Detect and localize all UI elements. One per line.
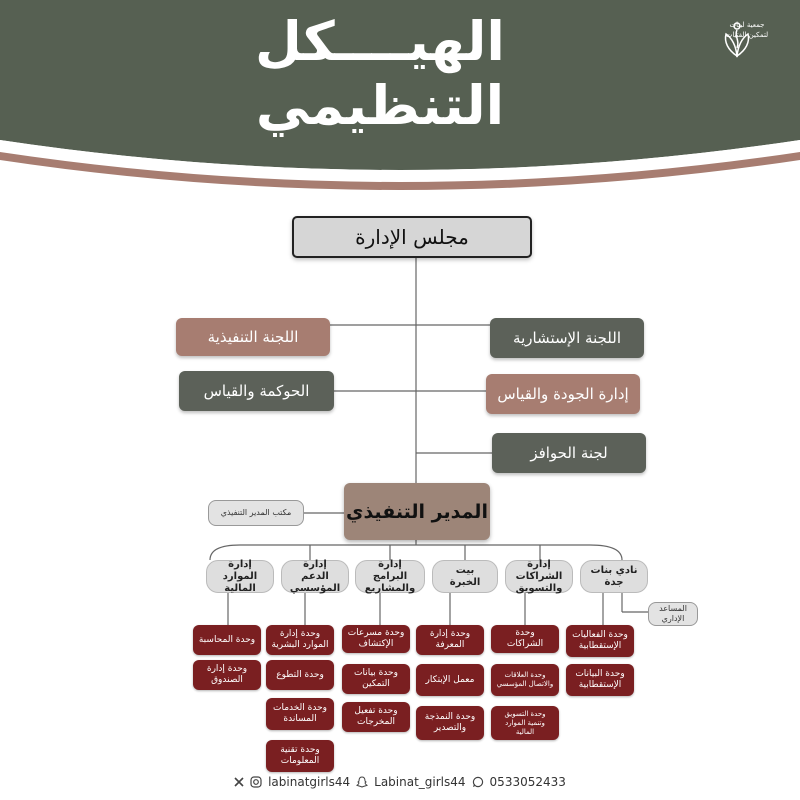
governance-box xyxy=(179,371,334,411)
admin-assistant-label: المساعد الإداري xyxy=(659,604,687,623)
unit-label: وحدة إدارة الصندوق xyxy=(206,664,248,685)
social-footer xyxy=(0,770,800,794)
page-title-line2: التنظيمي xyxy=(255,74,505,137)
dept-partnerships-marketing xyxy=(505,560,573,593)
dept-jeddah-girls-club xyxy=(580,560,648,593)
advisory-committee-box xyxy=(490,318,644,358)
unit-label: وحدة التطوع xyxy=(276,669,324,680)
unit-box xyxy=(193,625,261,655)
unit-label: وحدة البيانات الإستقطابية xyxy=(575,669,625,690)
snapchat-handle[interactable]: Labinat_girls44 xyxy=(374,775,466,789)
unit-label: وحدة الشراكات xyxy=(506,628,544,649)
dept-label: إدارة الدعم المؤسسي xyxy=(289,558,341,594)
unit-box xyxy=(566,625,634,657)
incentives-committee-box xyxy=(492,433,646,473)
unit-box xyxy=(416,706,484,740)
dept-financial-resources xyxy=(206,560,274,593)
dept-label: نادي بنات جدة xyxy=(590,564,638,588)
unit-label: وحدة تقنية المعلومات xyxy=(280,745,320,766)
advisory-committee-label: اللجنة الإستشارية xyxy=(513,329,621,347)
unit-label: وحدة العلاقات والاتصال المؤسسي xyxy=(496,671,554,688)
unit-label: وحدة التسويق وتنمية الموارد المالية xyxy=(504,709,546,736)
dept-label: إدارة البرامج والمشاريع xyxy=(364,558,416,594)
unit-label: معمل الإبتكار xyxy=(425,674,475,685)
dept-programs-projects xyxy=(355,560,425,593)
unit-label: وحدة إدارة الموارد البشرية xyxy=(271,629,329,650)
unit-box xyxy=(566,664,634,696)
unit-label: وحدة تفعيل المخرجات xyxy=(354,706,398,727)
unit-label: وحدة النمذجة والتصدير xyxy=(424,712,476,733)
unit-box xyxy=(416,664,484,696)
unit-box xyxy=(416,625,484,655)
unit-box xyxy=(491,706,559,740)
unit-label: وحدة بيانات التمكين xyxy=(354,668,398,689)
board-label: مجلس الإدارة xyxy=(355,225,469,249)
incentives-committee-label: لجنة الحوافز xyxy=(530,444,608,462)
x-icon xyxy=(234,777,244,787)
dept-house-of-expertise xyxy=(432,560,498,593)
phone-number[interactable]: 0533052433 xyxy=(489,775,566,789)
executive-director-box xyxy=(344,483,490,540)
instagram-icon xyxy=(250,776,262,788)
unit-box xyxy=(266,660,334,690)
unit-box xyxy=(266,740,334,772)
unit-box xyxy=(342,664,410,694)
executive-director-label: المدير التنفيذي xyxy=(346,500,488,523)
logo-text-line1: جمعية لبنات xyxy=(729,21,765,29)
dept-institutional-support xyxy=(281,560,349,593)
governance-label: الحوكمة والقياس xyxy=(203,382,310,400)
executive-committee-label: اللجنة التنفيذية xyxy=(207,328,299,346)
unit-box xyxy=(266,625,334,655)
unit-box xyxy=(491,664,559,696)
page-title-line1: الهيــــكل xyxy=(255,10,505,73)
unit-box xyxy=(193,660,261,690)
instagram-handle[interactable]: labinatgirls44 xyxy=(268,775,351,789)
whatsapp-icon xyxy=(472,776,484,788)
unit-label: وحدة الفعاليات الإستقطابية xyxy=(572,630,628,651)
board-of-directors-box xyxy=(292,216,532,258)
dept-label: إدارة الشراكات والتسويق xyxy=(515,558,563,594)
dept-label: بيت الخبرة xyxy=(449,564,481,588)
snapchat-icon xyxy=(356,776,368,788)
unit-label: وحدة مسرعات الإكتشاف xyxy=(347,628,405,649)
unit-box xyxy=(342,702,410,732)
ceo-office-label: مكتب المدير التنفيذي xyxy=(220,508,292,517)
unit-label: وحدة الخدمات المساندة xyxy=(272,703,328,724)
admin-assistant-box xyxy=(648,602,698,626)
ceo-office-box xyxy=(208,500,304,526)
dept-label: إدارة الموارد المالية xyxy=(222,558,258,594)
unit-label: وحدة إدارة المعرفة xyxy=(429,629,471,650)
unit-box xyxy=(491,625,559,653)
unit-box xyxy=(342,625,410,653)
unit-box xyxy=(266,698,334,730)
quality-management-label: إدارة الجودة والقياس xyxy=(497,385,629,403)
quality-management-box xyxy=(486,374,640,414)
unit-label: وحدة المحاسبة xyxy=(198,634,256,645)
logo-text-line2: لتمكين الفتيات xyxy=(725,31,769,39)
executive-committee-box xyxy=(176,318,330,356)
